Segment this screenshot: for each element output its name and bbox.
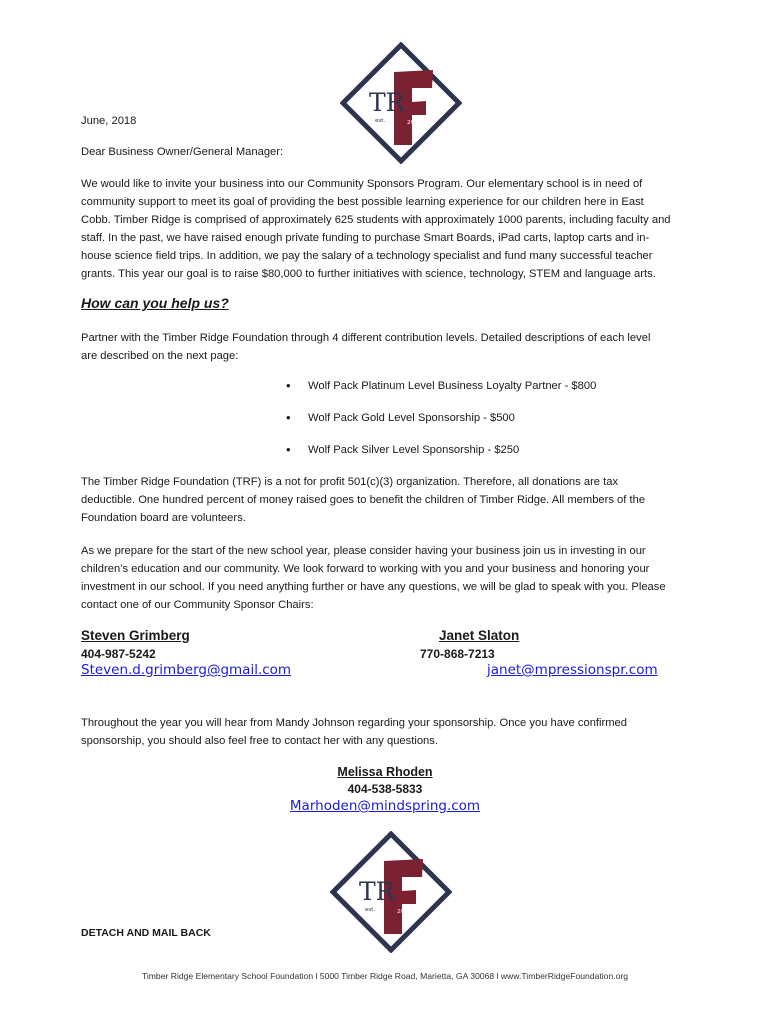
intro-paragraph xyxy=(81,175,696,283)
intro-line: Cobb. Timber Ridge is comprised of approximately 625 students with approximately 1000 parents, including faculty and xyxy=(81,214,671,226)
primary-contact-email-wrap xyxy=(0,797,770,815)
logo-tr-letters: TR xyxy=(369,88,405,117)
primary-contact-phone: 404-538-5833 xyxy=(347,782,423,796)
intro-line: community support to meet its goal of providing the best possible learning experience for our children here in East xyxy=(81,196,644,208)
logo-est-year: 2005 xyxy=(407,120,421,126)
level-item-gold: • Wolf Pack Gold Level Sponsorship - $500 xyxy=(286,409,596,441)
prepare-line: contact one of our Community Sponsor Chairs: xyxy=(81,599,314,611)
intro-line: staff. In the past, we have raised enough private funding to purchase Smart Boards, iPad carts, laptop carts and in- xyxy=(81,232,650,244)
footer-address: Timber Ridge Elementary School Foundation l 5000 Timber Ridge Road, Marietta, GA 30068 l www.TimberRidgeFoundation.org xyxy=(141,971,629,981)
followup-line: sponsorship, you should also feel free to contact her with any questions. xyxy=(81,735,438,747)
trf-logo-top xyxy=(340,42,462,164)
contact-email-janet[interactable]: janet@mpressionspr.com xyxy=(487,662,658,678)
level-item-silver: • Wolf Pack Silver Level Sponsorship - $250 xyxy=(286,441,596,473)
logo-tr-letters: TR xyxy=(359,877,395,906)
intro-line: We would like to invite your business into our Community Sponsors Program. Our elementary school is in need of xyxy=(81,178,643,190)
primary-contact-name: Melissa Rhoden xyxy=(337,765,433,779)
prepare-paragraph xyxy=(81,542,696,614)
letter-date: June, 2018 xyxy=(81,115,137,127)
intro-line: grants. This year our goal is to raise $80,000 to further initiatives with science, technology, STEM and language arts. xyxy=(81,268,656,280)
contact-name-steven: Steven Grimberg xyxy=(81,628,190,643)
intro-line: house science field trips. In addition, we pay the salary of a technology specialist and fund many successful teacher xyxy=(81,250,653,262)
nonprofit-line: deductible. One hundred percent of money raised goes to benefit the children of Timber Ridge. All members of the xyxy=(81,494,646,506)
partner-paragraph xyxy=(81,329,696,365)
nonprofit-line: The Timber Ridge Foundation (TRF) is a not for profit 501(c)(3) organization. Therefore, all donations are tax xyxy=(81,476,619,488)
contact-phone-janet: 770-868-7213 xyxy=(420,647,495,661)
prepare-line: As we prepare for the start of the new school year, please consider having your business join us in investing in our xyxy=(81,545,646,557)
prepare-line: children’s education and our community. We look forward to working with you and your business and honoring your xyxy=(81,563,650,575)
logo-est-year: 2005 xyxy=(397,909,411,915)
trf-logo-bottom xyxy=(330,831,452,953)
salutation: Dear Business Owner/General Manager: xyxy=(81,146,284,158)
logo-est-label: est. xyxy=(365,907,376,913)
followup-line: Throughout the year you will hear from Mandy Johnson regarding your sponsorship. Once you have confirmed xyxy=(81,717,627,729)
contact-name-janet: Janet Slaton xyxy=(439,628,520,643)
help-heading: How can you help us? xyxy=(81,295,229,311)
level-item-platinum: • Wolf Pack Platinum Level Business Loyalty Partner - $800 xyxy=(286,377,596,409)
nonprofit-paragraph xyxy=(81,473,696,527)
partner-line: are described on the next page: xyxy=(81,350,239,362)
prepare-line: investment in our school. If you need anything further or have any questions, we will be glad to speak with you. Please xyxy=(81,581,666,593)
detach-label: DETACH AND MAIL BACK xyxy=(81,927,211,939)
followup-paragraph xyxy=(81,714,696,750)
logo-est-label: est. xyxy=(375,118,386,124)
contact-phone-steven: 404-987-5242 xyxy=(81,647,156,661)
contribution-levels-list xyxy=(286,377,596,473)
nonprofit-line: Foundation board are volunteers. xyxy=(81,512,246,524)
primary-contact-email[interactable]: Marhoden@mindspring.com xyxy=(289,798,481,814)
contact-email-steven[interactable]: Steven.d.grimberg@gmail.com xyxy=(81,662,292,678)
partner-line: Partner with the Timber Ridge Foundation through 4 different contribution levels. Detailed descriptions of each level xyxy=(81,332,651,344)
